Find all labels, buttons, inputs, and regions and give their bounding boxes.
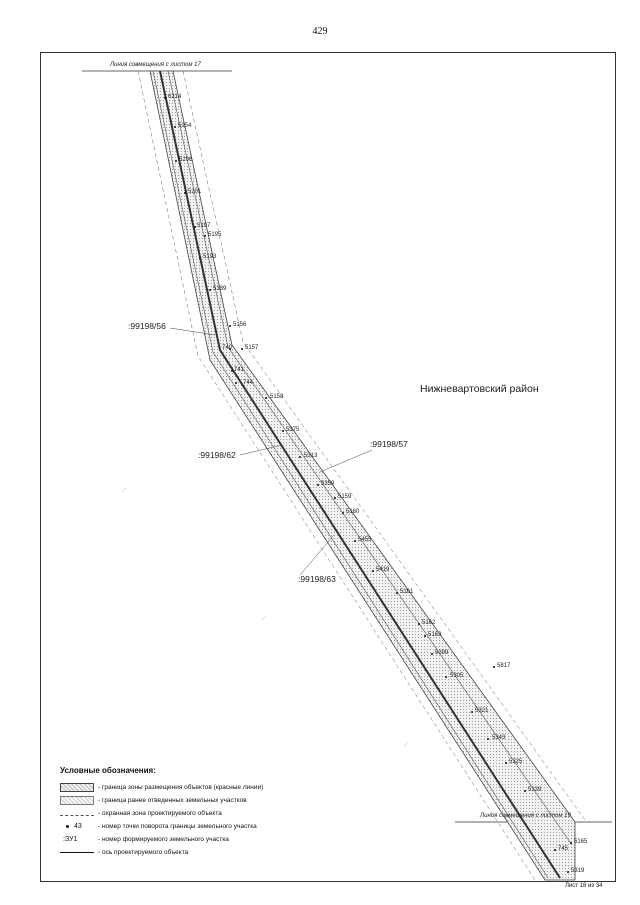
turn-point bbox=[418, 623, 420, 625]
point-label: 745 bbox=[558, 846, 569, 852]
district-label: Нижневартовский район bbox=[420, 383, 539, 395]
point-label: 5158 bbox=[270, 394, 284, 400]
turn-point bbox=[194, 226, 196, 228]
point-label: 5156 bbox=[233, 322, 247, 328]
legend-row-point bbox=[60, 820, 360, 833]
legend-row-zu bbox=[60, 833, 360, 846]
point-sample: 43 bbox=[74, 823, 82, 830]
junction-label-bottom: Линия совмещения с листом 19 bbox=[480, 813, 571, 819]
turn-point bbox=[231, 370, 233, 372]
point-label: 744 bbox=[243, 380, 254, 386]
turn-point bbox=[554, 849, 556, 851]
point-label: 741 bbox=[234, 367, 245, 373]
legend-text: - граница зоны размещения объектов (красные линии) bbox=[98, 784, 264, 791]
parcel-label: :99198/62 bbox=[198, 450, 236, 460]
point-label: 5154 bbox=[178, 123, 192, 129]
legend-row-prev-parcels bbox=[60, 794, 360, 807]
point-label: 5817 bbox=[497, 663, 511, 669]
legend-text: - номер формируемого земельного участка bbox=[98, 836, 229, 843]
turn-point bbox=[209, 289, 211, 291]
legend-text: - номер точки поворота границы земельного участка bbox=[98, 823, 257, 830]
turn-point bbox=[505, 762, 507, 764]
guard-zone-swatch bbox=[60, 811, 94, 816]
turn-point bbox=[317, 484, 319, 486]
turn-point bbox=[424, 635, 426, 637]
turn-point bbox=[431, 653, 433, 655]
point-label: 5160 bbox=[346, 509, 360, 515]
parcel-label: :99198/63 bbox=[298, 574, 336, 584]
point-label: 5419 bbox=[376, 567, 390, 573]
point-label: 5193 bbox=[203, 254, 217, 260]
point-label: 5339 bbox=[528, 787, 542, 793]
red-lines-swatch bbox=[60, 783, 94, 792]
parcel-label: :99198/57 bbox=[370, 439, 408, 449]
prev-parcels-swatch bbox=[60, 796, 94, 805]
legend-row-axis bbox=[60, 846, 360, 859]
point-label: 5201 bbox=[188, 189, 202, 195]
point-label: 5162 bbox=[422, 620, 436, 626]
junction-label-top: Линия совмещения с листом 17 bbox=[110, 62, 201, 68]
point-label: 5313 bbox=[304, 453, 318, 459]
turn-point bbox=[282, 430, 284, 432]
turn-point bbox=[570, 842, 572, 844]
turn-point bbox=[299, 456, 301, 458]
point-label: 5163 bbox=[428, 632, 442, 638]
turn-point bbox=[174, 126, 176, 128]
turn-point bbox=[184, 192, 186, 194]
point-label: 5165 bbox=[574, 839, 588, 845]
page-number: 429 bbox=[312, 26, 328, 37]
legend-text: - ось проектируемого объекта bbox=[98, 849, 189, 856]
turn-point bbox=[199, 257, 201, 259]
zu-sample: :ЗУ1 bbox=[63, 836, 78, 843]
turn-point bbox=[487, 738, 489, 740]
point-label: 5325 bbox=[509, 759, 523, 765]
turn-point bbox=[334, 497, 336, 499]
point-label: 5455 bbox=[358, 537, 372, 543]
turn-point bbox=[204, 235, 206, 237]
point-dot-icon bbox=[66, 825, 69, 828]
turn-point bbox=[445, 676, 447, 678]
legend-text: - граница ранее отведенных земельных участков bbox=[98, 797, 247, 804]
point-label: 5375 bbox=[286, 427, 300, 433]
turn-point bbox=[372, 570, 374, 572]
legend-title: Условные обозначения: bbox=[60, 766, 156, 775]
point-swatch bbox=[60, 822, 94, 831]
point-label: 5197 bbox=[197, 223, 211, 229]
turn-point bbox=[354, 540, 356, 542]
legend-text: - охранная зона проектируемого объекта bbox=[98, 810, 222, 817]
leader-p57 bbox=[320, 450, 372, 472]
legend-row-guard-zone bbox=[60, 807, 360, 820]
turn-point bbox=[241, 348, 243, 350]
turn-point bbox=[471, 711, 473, 713]
point-label: 740 bbox=[222, 345, 233, 351]
point-label: 6214 bbox=[168, 94, 182, 100]
turn-point bbox=[342, 512, 344, 514]
point-label: 5161 bbox=[400, 589, 414, 595]
legend bbox=[60, 766, 360, 859]
legend-row-red-lines bbox=[60, 781, 360, 794]
zu-swatch bbox=[60, 835, 94, 844]
turn-point bbox=[524, 790, 526, 792]
turn-point bbox=[567, 871, 569, 873]
turn-point bbox=[164, 97, 166, 99]
point-label: 5305 bbox=[450, 673, 464, 679]
point-label: 5159 bbox=[338, 494, 352, 500]
grid-marks bbox=[122, 488, 408, 746]
axis-swatch bbox=[60, 848, 94, 857]
point-label: 5321 bbox=[475, 708, 489, 714]
point-label: 5359 bbox=[321, 481, 335, 487]
sheet-label: Лист 18 из 34 bbox=[565, 883, 603, 889]
point-label: 5195 bbox=[208, 232, 222, 238]
parcel-label: :99198/56 bbox=[128, 321, 166, 331]
turn-point bbox=[493, 666, 495, 668]
turn-point bbox=[175, 160, 177, 162]
point-label: 5343 bbox=[492, 735, 506, 741]
turn-point bbox=[229, 325, 231, 327]
point-label: 5189 bbox=[213, 286, 227, 292]
point-label: 5319 bbox=[571, 868, 585, 874]
turn-point bbox=[265, 397, 267, 399]
point-label: 5157 bbox=[245, 345, 259, 351]
turn-point bbox=[235, 382, 237, 384]
point-label: 5206 bbox=[179, 157, 193, 163]
turn-point bbox=[396, 592, 398, 594]
point-label: 5399 bbox=[435, 650, 449, 656]
